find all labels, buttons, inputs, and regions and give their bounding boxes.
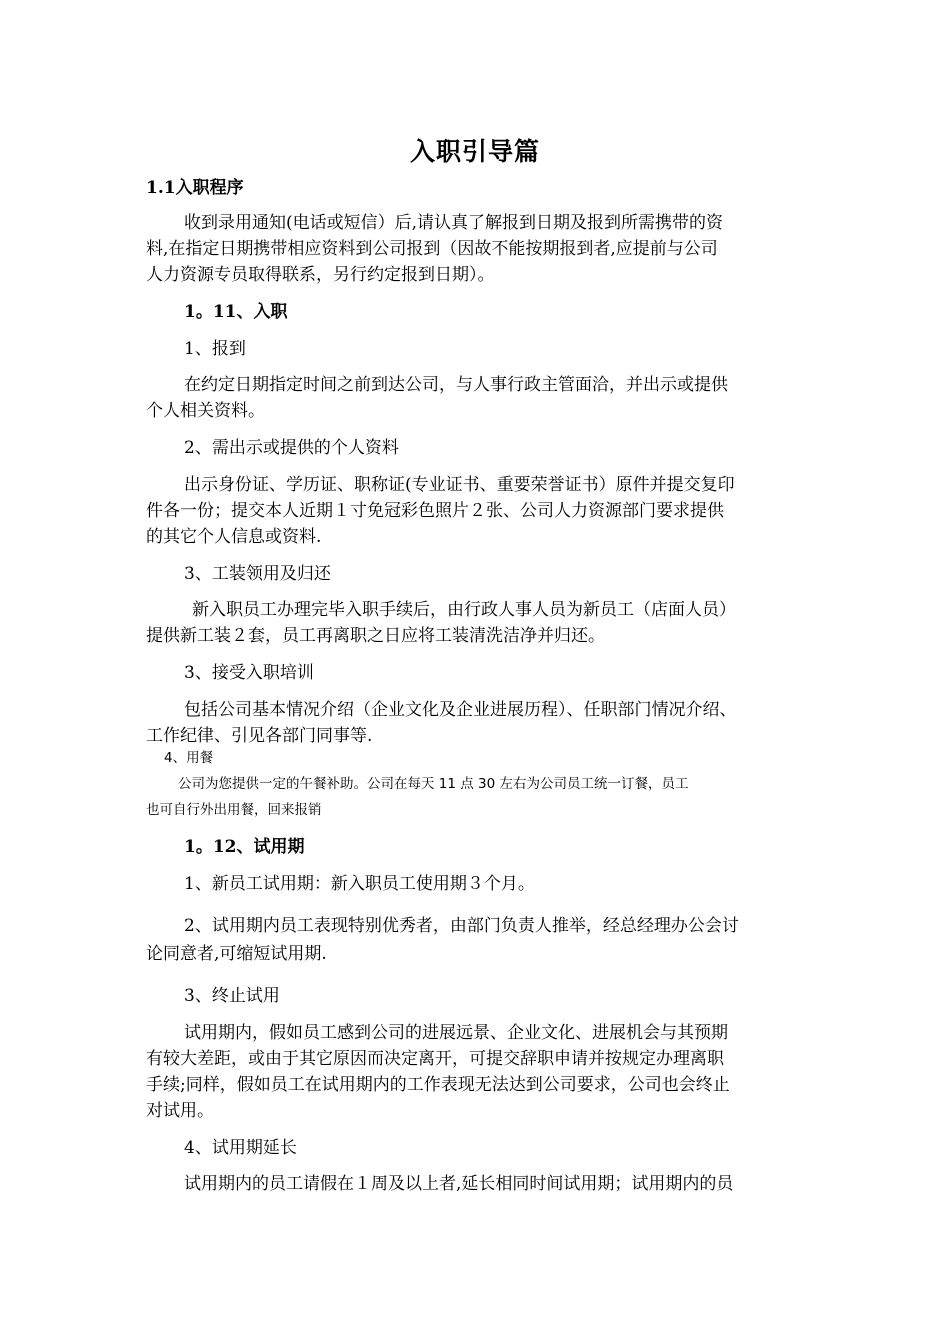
probation-item-duration: 1、新员工试用期：新入职员工使用期３个月。 <box>184 874 535 894</box>
item-title-terminate: 3、终止试用 <box>184 986 280 1006</box>
item-body-uniform-2: 提供新工装２套，员工再离职之日应将工装清洗洁净并归还。 <box>146 626 605 646</box>
item-body-report-1: 在约定日期指定时间之前到达公司，与人事行政主管面洽，并出示或提供 <box>184 375 728 395</box>
subsection-heading-probation: 1。12、试用期 <box>184 837 305 857</box>
intro-line-1: 收到录用通知(电话或短信）后,请认真了解报到日期及报到所需携带的资 <box>184 213 724 233</box>
item-title-uniform: 3、工装领用及归还 <box>184 564 331 584</box>
item-body-terminate-1: 试用期内，假如员工感到公司的进展远景、企业文化、进展机会与其预期 <box>184 1023 728 1043</box>
item-body-training-2: 工作纪律、引见各部门同事等. <box>146 726 373 746</box>
item-body-terminate-2: 有较大差距，或由于其它原因而决定离开，可提交辞职申请并按规定办理离职 <box>146 1049 724 1069</box>
intro-line-3: 人力资源专员取得联系，另行约定报到日期）。 <box>146 265 495 285</box>
item-body-terminate-4: 对试用。 <box>146 1101 214 1121</box>
item-body-documents-2: 件各一份；提交本人近期１寸免冠彩色照片２张、公司人力资源部门要求提供 <box>146 501 724 521</box>
item-body-report-2: 个人相关资料。 <box>146 401 265 421</box>
item-title-meals: 4、用餐 <box>164 750 214 766</box>
item-body-documents-1: 出示身份证、学历证、职称证(专业证书、重要荣誉证书）原件并提交复印 <box>184 475 735 495</box>
intro-line-2: 料,在指定日期携带相应资料到公司报到（因故不能按期报到者,应提前与公司 <box>146 239 718 259</box>
subsection-heading-entry: 1。11、入职 <box>184 302 288 322</box>
item-title-extend: 4、试用期延长 <box>184 1138 297 1158</box>
item-body-terminate-3: 手续;同样，假如员工在试用期内的工作表现无法达到公司要求，公司也会终止 <box>146 1075 730 1095</box>
item-title-report: 1、报到 <box>184 339 246 359</box>
item-title-training: 3、接受入职培训 <box>184 663 314 683</box>
item-body-documents-3: 的其它个人信息或资料. <box>146 527 322 547</box>
item-body-uniform-1: 新入职员工办理完毕入职手续后，由行政人事人员为新员工（店面人员） <box>192 600 736 620</box>
probation-item-shorten-1: 2、试用期内员工表现特别优秀者，由部门负责人推举，经总经理办公会讨 <box>184 916 739 936</box>
section-heading: 1.1入职程序 <box>146 178 244 198</box>
document-title: 入职引导篇 <box>409 137 540 166</box>
item-body-training-1: 包括公司基本情况介绍（企业文化及企业进展历程）、任职部门情况介绍、 <box>184 700 737 720</box>
item-title-documents: 2、需出示或提供的个人资料 <box>184 438 399 458</box>
item-body-extend-1: 试用期内的员工请假在１周及以上者,延长相同时间试用期；试用期内的员 <box>184 1174 734 1194</box>
probation-item-shorten-2: 论同意者,可缩短试用期. <box>146 944 327 964</box>
item-body-meals-1: 公司为您提供一定的午餐补助。公司在每天 11 点 30 左右为公司员工统一订餐，员工 <box>178 776 689 792</box>
item-body-meals-2: 也可自行外出用餐，回来报销 <box>146 802 322 818</box>
